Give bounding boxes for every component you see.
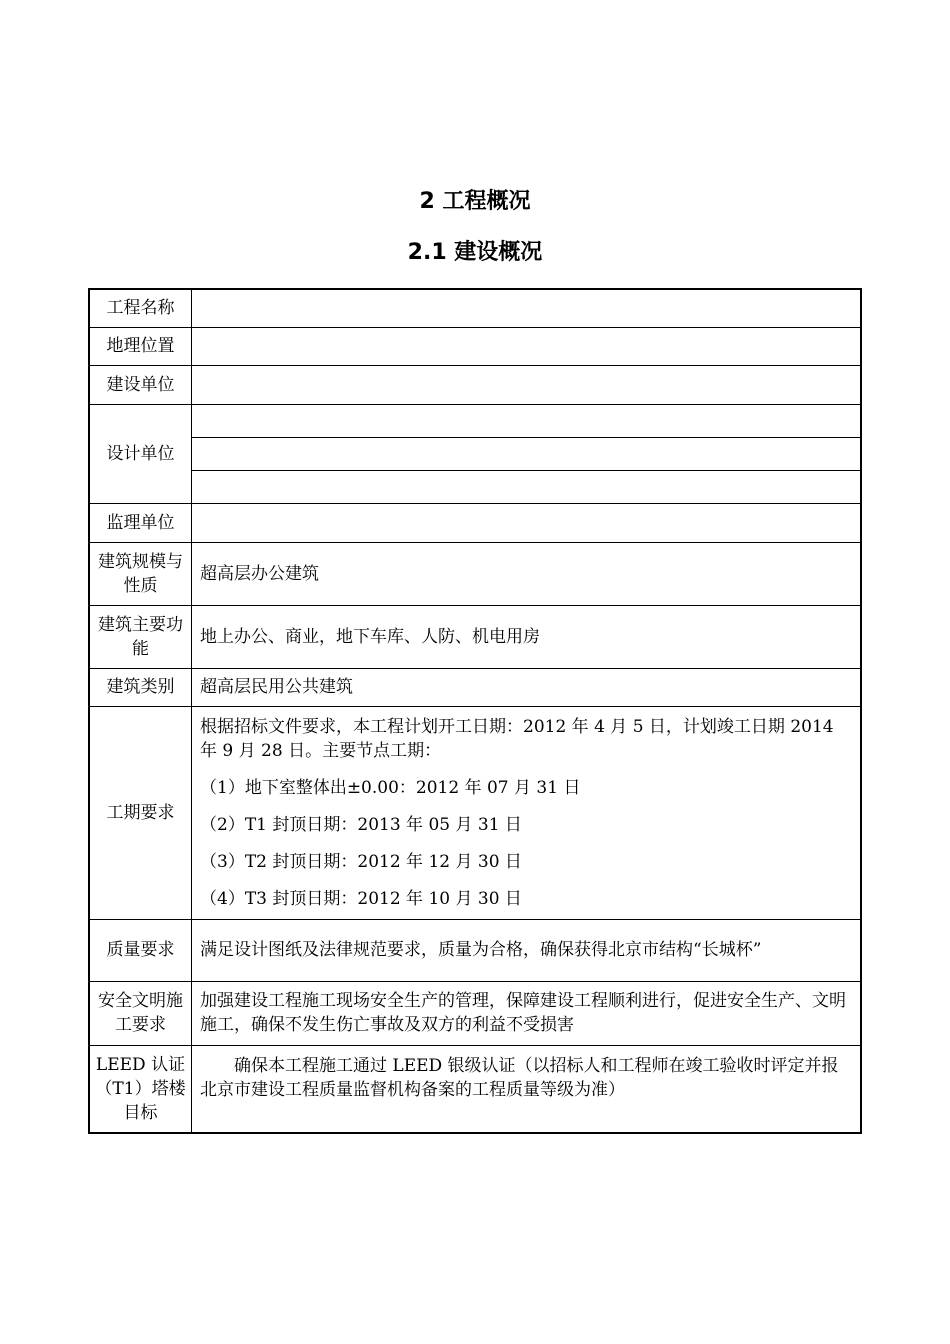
table-row [89, 706, 861, 919]
value-designer-2 [192, 437, 862, 470]
label-leed: LEED 认证（T1）塔楼目标 [89, 1045, 192, 1133]
table-row [89, 542, 861, 605]
table-row [89, 668, 861, 706]
chapter-title: 2 工程概况 [419, 189, 531, 214]
table-row [89, 289, 861, 327]
label-supervisor: 监理单位 [89, 503, 192, 542]
table-row [89, 1045, 861, 1133]
value-schedule [192, 706, 862, 919]
table-row [89, 919, 861, 981]
table-row [89, 981, 861, 1045]
value-project-name [192, 289, 862, 327]
value-designer-3 [192, 470, 862, 503]
label-scale: 建筑规模与性质 [89, 542, 192, 605]
schedule-milestone: （4）T3 封顶日期：2012 年 10 月 30 日 [200, 888, 522, 909]
value-category: 超高层民用公共建筑 [192, 668, 862, 706]
label-location: 地理位置 [89, 327, 192, 365]
label-safety: 安全文明施工要求 [89, 981, 192, 1045]
value-owner [192, 365, 862, 404]
table-row [89, 437, 861, 470]
table-row [89, 605, 861, 668]
section-title: 2.1 建设概况 [407, 240, 543, 265]
label-category: 建筑类别 [89, 668, 192, 706]
value-leed: 确保本工程施工通过 LEED 银级认证（以招标人和工程师在竣工验收时评定并报北京市建设工程质量监督机构备案的工程质量等级为准） [192, 1045, 862, 1133]
value-location [192, 327, 862, 365]
value-supervisor [192, 503, 862, 542]
table-row [89, 404, 861, 437]
table-row [89, 470, 861, 503]
value-safety: 加强建设工程施工现场安全生产的管理，保障建设工程顺利进行，促进安全生产、文明施工，确保不发生伤亡事故及双方的利益不受损害 [192, 981, 862, 1045]
table-row [89, 327, 861, 365]
label-quality: 质量要求 [89, 919, 192, 981]
table-row [89, 503, 861, 542]
schedule-milestone: （2）T1 封顶日期：2013 年 05 月 31 日 [200, 814, 522, 835]
value-scale: 超高层办公建筑 [192, 542, 862, 605]
label-designer: 设计单位 [89, 404, 192, 503]
project-overview-table [88, 288, 862, 1134]
label-schedule: 工期要求 [89, 706, 192, 919]
schedule-milestone: （3）T2 封顶日期：2012 年 12 月 30 日 [200, 851, 522, 872]
label-owner: 建设单位 [89, 365, 192, 404]
schedule-intro: 根据招标文件要求，本工程计划开工日期：2012 年 4 月 5 日，计划竣工日期 2014 年 9 月 28 日。主要节点工期： [200, 716, 834, 761]
value-function: 地上办公、商业，地下车库、人防、机电用房 [192, 605, 862, 668]
value-designer-1 [192, 404, 862, 437]
schedule-milestone: （1）地下室整体出±0.00：2012 年 07 月 31 日 [200, 777, 581, 798]
label-project-name: 工程名称 [89, 289, 192, 327]
table-row [89, 365, 861, 404]
label-function: 建筑主要功能 [89, 605, 192, 668]
value-quality: 满足设计图纸及法律规范要求，质量为合格，确保获得北京市结构“长城杯” [192, 919, 862, 981]
